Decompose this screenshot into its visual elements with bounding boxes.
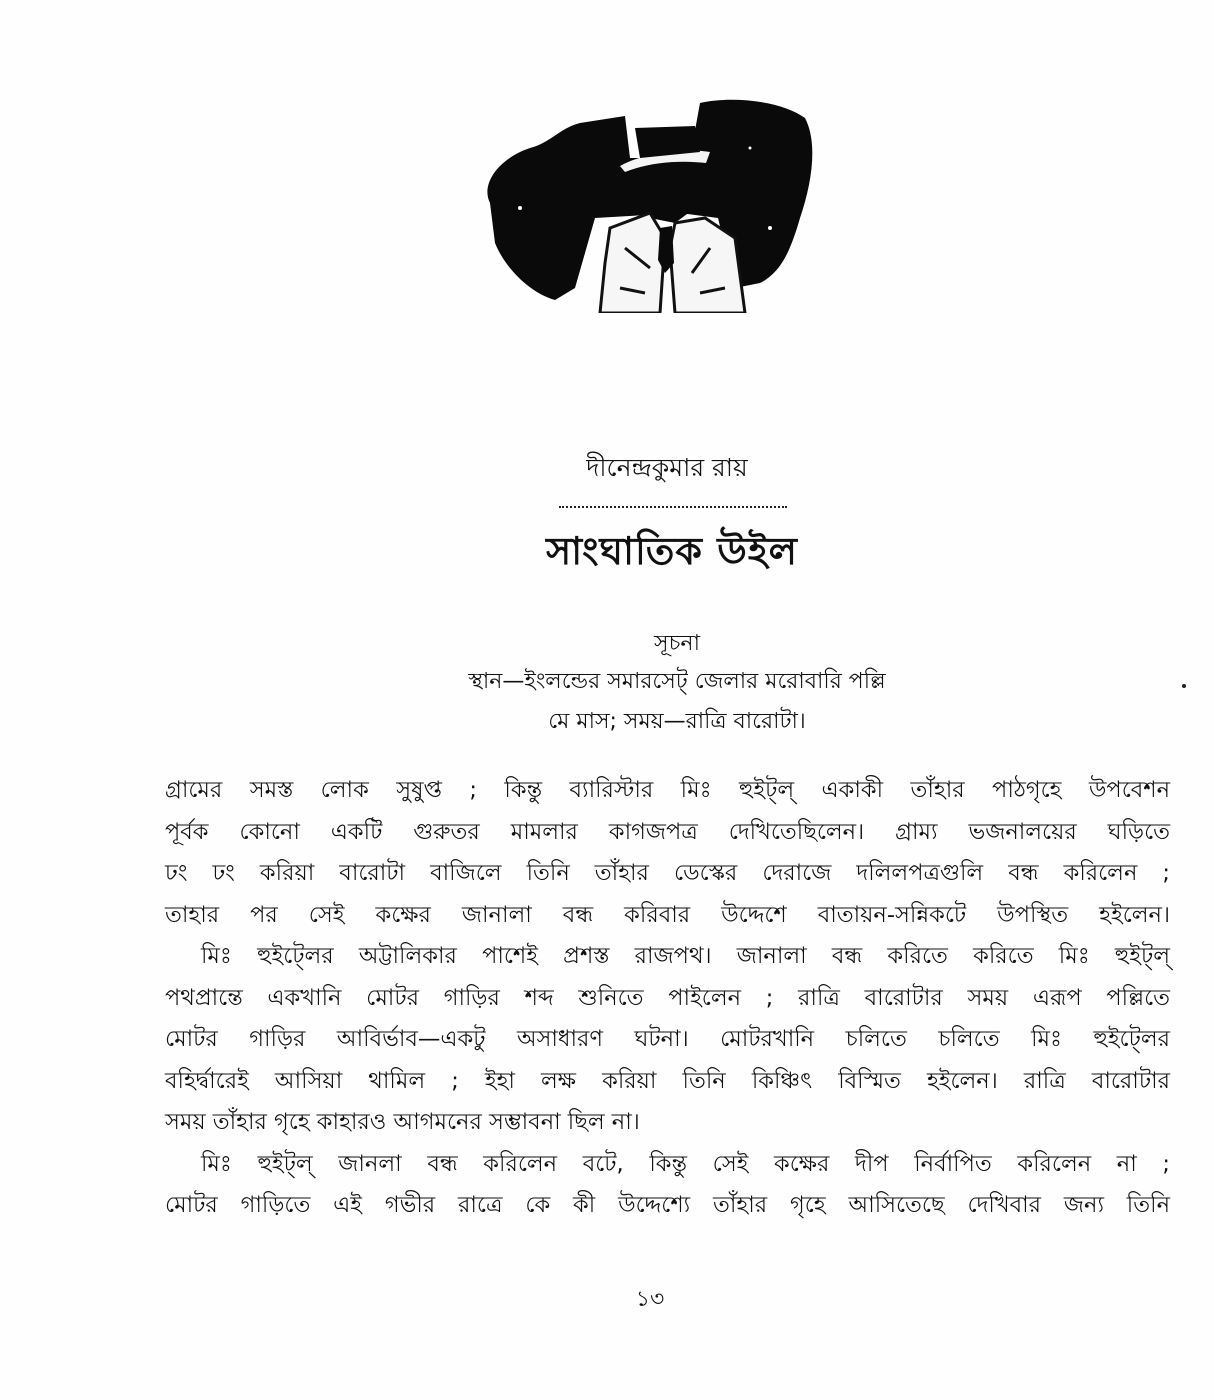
dotted-divider [559, 506, 787, 508]
intro-place: স্থান—ইংলন্ডের সমারসেট্ জেলার মরোবারি পল্লি [468, 669, 886, 694]
body-text [165, 770, 1170, 1227]
body-line: পূর্বক কোনো একটি গুরুতর মামলার কাগজপত্র দেখিতেছিলেন। গ্রাম্য ভজনালয়ের ঘড়িতে [165, 818, 1170, 845]
print-speck [1182, 684, 1186, 688]
body-line: মিঃ হুইট্ল্ জানলা বন্ধ করিলেন বটে, কিন্তু সেই কক্ষের দীপ নির্বাপিত করিলেন না ; [201, 1150, 1170, 1177]
body-line: মোটর গাড়ির আবির্ভাব—একটু অসাধারণ ঘটনা। মোটরখানি চলিতে চলিতে মিঃ হুইট্লের [165, 1026, 1170, 1052]
body-line: মোটর গাড়িতে এই গভীর রাত্রে কে কী উদ্দেশ্যে তাঁহার গৃহে আসিতেছে দেখিবার জন্য তিনি [165, 1192, 1170, 1218]
body-line: সময় তাঁহার গৃহে কাহারও আগমনের সম্ভাবনা ছিল না। [165, 1109, 640, 1135]
author-name: দীনেন্দ্রকুমার রায় [586, 453, 748, 482]
detective-silhouette-icon [460, 88, 815, 313]
body-line: পথপ্রান্তে একখানি মোটর গাড়ির শব্দ শুনিতে পাইলেন ; রাত্রি বারোটার সময় এরূপ পল্লিতে [165, 984, 1170, 1011]
intro-heading: সূচনা [654, 631, 700, 656]
body-line: গ্রামের সমস্ত লোক সুষুপ্ত ; কিন্তু ব্যারিস্টার মিঃ হুইট্ল্ একাকী তাঁহার পাঠগৃহে উপবেশন [165, 777, 1170, 803]
body-line: বহির্দ্বারেই আসিয়া থামিল ; ইহা লক্ষ করিয়া তিনি কিঞ্চিৎ বিস্মিত হইলেন। রাত্রি বারোটার [165, 1067, 1170, 1094]
story-title: সাংঘাতিক উইল [546, 529, 798, 573]
body-line: মিঃ হুইট্লের অট্টালিকার পাশেই প্রশস্ত রাজপথ। জানালা বন্ধ করিতে করিতে মিঃ হুইট্ল্ [201, 943, 1170, 969]
body-line: ঢং ঢং করিয়া বারোটা বাজিলে তিনি তাঁহার ডেস্কের দেরাজে দলিলপত্রগুলি বন্ধ করিলেন ; [165, 860, 1170, 886]
page-number: ১৩ [635, 1287, 665, 1312]
body-line: তাহার পর সেই কক্ষের জানালা বন্ধ করিবার উদ্দেশে বাতায়ন-সন্নিকটে উপস্থিত হইলেন। [165, 901, 1170, 928]
intro-time: মে মাস; সময়—রাত্রি বারোটা। [548, 709, 806, 734]
